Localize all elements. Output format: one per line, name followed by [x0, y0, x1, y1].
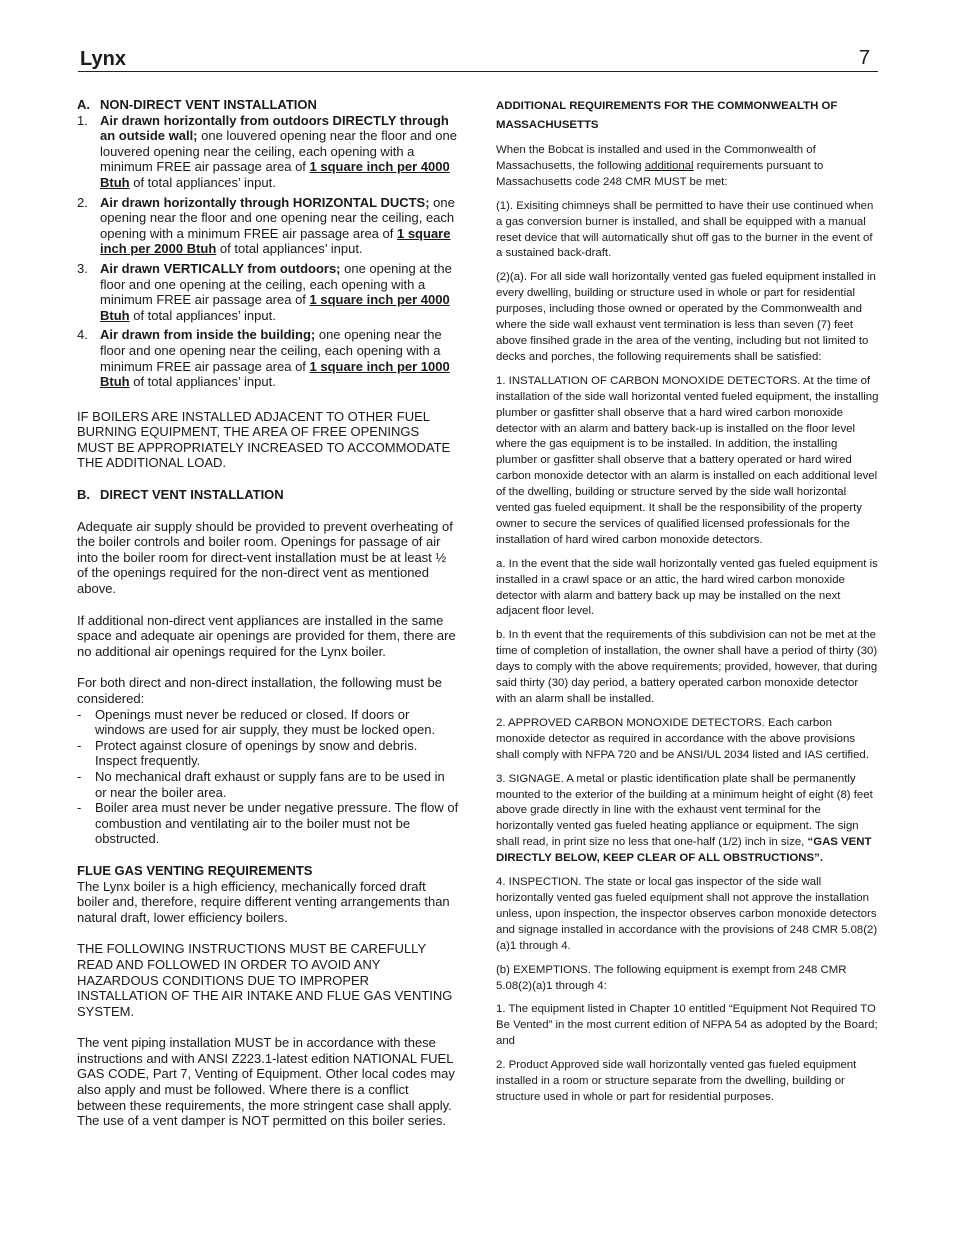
bullet-item: - Protect against closure of openings by snow and debris. Inspect frequently. [77, 737, 418, 769]
paragraph: a. In the event that the side wall horizontally vented gas fueled equipment is installed in a crawl space or an attic, the hard wired carbon monoxide detector with alarm and battery back up may be installed on the next adjacent floor level. [496, 557, 878, 618]
venting-warning: THE FOLLOWING INSTRUCTIONS MUST BE CAREFULLY READ AND FOLLOWED IN ORDER TO AVOID ANY HAZARDOUS CONDITIONS DUE TO IMPROPER INSTALLATION OF THE AIR INTAKE AND FLUE GAS VENTING SYSTEM. [77, 941, 453, 1019]
section-a-heading: A. NON-DIRECT VENT INSTALLATION [77, 97, 317, 112]
paragraph: 4. INSPECTION. The state or local gas inspector of the side wall horizontally vented gas fueled equipment shall not approve the installation unless, upon inspection, the inspector observes carbon monoxide detectors and signage installed in accordance with the provisions of 248 CMR 5.08(2)(a)1 through 4. [496, 876, 878, 952]
massachusetts-heading: ADDITIONAL REQUIREMENTS FOR THE COMMONWEALTH OF MASSACHUSETTS [496, 100, 838, 131]
paragraph: The Lynx boiler is a high efficiency, mechanically forced draft boiler and, therefore, require different venting arrangements than natural draft, lower efficiency boilers. [77, 878, 450, 925]
list-item: 2. Air drawn horizontally through HORIZONTAL DUCTS; one opening near the floor and one opening near the ceiling, each opening with a minimum FREE air passage area of 1 square inch per 2000 Btuh of total appliances’ input. [77, 194, 455, 257]
header-divider [78, 71, 878, 72]
paragraph: Adequate air supply should be provided to prevent overheating of the boiler controls and boiler room. Openings for passage of air into the boiler room for direct-vent installation must be at least ½ of the openings required for the non-direct vent as mentioned above. [77, 518, 453, 597]
paragraph: 1. INSTALLATION OF CARBON MONOXIDE DETECTORS. At the time of installation of the side wall horizontal vented fueled equipment, the installing plumber or gasfitter shall observe that a hard wired carbon monoxide detector with an alarm and battery back-up is installed on the floor level where the gas equipment is to be installed. In addition, the installing plumber or gasfitter shall observe that a battery operated or hard wired carbon monoxide detector with an alarm is installed on each additional level of the dwelling, building or structure served by the side wall horizontal vented gas fueled equipment. It shall be the responsibility of the property owner to secure the services of qualified licensed professionals for the installation of hard wired carbon monoxide detectors. [496, 374, 879, 546]
fuel-equipment-warning: IF BOILERS ARE INSTALLED ADJACENT TO OTHER FUEL BURNING EQUIPMENT, THE AREA OF FREE OPENINGS MUST BE APPROPRIATELY INCREASED TO ACCOMMODATE THE ADDITIONAL LOAD. [77, 408, 451, 471]
paragraph: The vent piping installation MUST be in accordance with these instructions and with ANSI Z223.1-latest edition NATIONAL FUEL GAS CODE, Part 7, Venting of Equipment. Other local codes may also apply and must be followed. Where there is a conflict between these requirements, the more stringent case shall apply. The use of a vent damper is NOT permitted on this boiler series. [77, 1035, 455, 1129]
paragraph: For both direct and non-direct installation, the following must be considered: [77, 675, 442, 706]
list-item: 4. Air drawn from inside the building; one opening near the floor and one opening near the ceiling, each opening with a minimum FREE air passage area of 1 square inch per 1000 Btuh of total appliances’ input. [77, 327, 450, 390]
section-b-heading: B. DIRECT VENT INSTALLATION [77, 487, 284, 503]
paragraph: (b) EXEMPTIONS. The following equipment is exempt from 248 CMR 5.08(2)(a)1 through 4: [496, 963, 847, 992]
bullet-item: - Boiler area must never be under negative pressure. The flow of combustion and ventilating air to the boiler must not be obstructed. [77, 800, 459, 847]
paragraph: b. In th event that the requirements of this subdivision can not be met at the time of completion of installation, the owner shall have a period of thirty (30) days to comply with the above requirements; provided, however, that during said thirty (30) day period, a battery operated carbon monoxide detector with an alarm shall be installed. [496, 629, 878, 705]
paragraph: If additional non-direct vent appliances are installed in the same space and adequate air openings are provided for them, there are no additional air openings required for the Lynx boiler. [77, 612, 456, 659]
left-column [77, 97, 459, 1129]
paragraph: 2. Product Approved side wall horizontally vented gas fueled equipment installed in a room or structure separate from the dwelling, building or structure used in whole or part for residential purposes. [496, 1059, 857, 1103]
paragraph: 2. APPROVED CARBON MONOXIDE DETECTORS. Each carbon monoxide detector as required in accordance with the above provisions shall comply with NFPA 720 and be ANSI/UL 2034 listed and IAS certified. [496, 716, 869, 761]
paragraph: (1). Exisiting chimneys shall be permitted to have their use continued when a gas conversion burner is installed, and shall be equipped with a manual reset device that will automatically shut off gas to the burner in the event of a sustained back-draft. [496, 199, 874, 260]
page-number: 7 [858, 47, 870, 69]
page-header-title: Lynx [80, 48, 126, 70]
paragraph: 3. SIGNAGE. A metal or plastic identification plate shall be permanently mounted to the exterior of the building at a minimum height of eight (8) feet above grade directly in line with the exhaust vent terminal for the horizontally vented gas fueled heating appliance or equipment. The sign shall read, in print size no less that one-half (1/2) inch in size, “GAS VENT DIRECTLY BELOW, KEEP CLEAR OF ALL OBSTRUCTIONS”. [496, 772, 873, 865]
paragraph: 1. The equipment listed in Chapter 10 entitled “Equipment Not Required TO Be Vented” in the most current edition of NFPA 54 as adopted by the Board; and [496, 1003, 878, 1048]
bullet-item: - Openings must never be reduced or closed. If doors or windows are used for air supply, they must be locked open. [77, 706, 436, 738]
right-column [496, 97, 880, 1106]
paragraph: When the Bobcat is installed and used in the Commonwealth of Massachusetts, the following additional requirements pursuant to Massachusetts code 248 CMR MUST be met: [496, 144, 824, 188]
flue-gas-heading: FLUE GAS VENTING REQUIREMENTS [77, 862, 313, 878]
list-item: 3. Air drawn VERTICALLY from outdoors; one opening at the floor and one opening at the ceiling, each opening with a minimum FREE air passage area of 1 square inch per 4000 Btuh of total appliances’ input. [77, 260, 452, 323]
bullet-item: - No mechanical draft exhaust or supply fans are to be used in or near the boiler area. [77, 768, 445, 800]
paragraph: (2)(a). For all side wall horizontally vented gas fueled equipment installed in every dwelling, building or structure used in whole or part for residential purposes, including those owned or operated by the Commonwealth and where the side wall exhaust vent termination is less than seven (7) feet above finsihed grade in the area of the venting, including but not limited to decks and porches, the following requirements shall be satisfied: [496, 271, 876, 363]
list-item: 1. Air drawn horizontally from outdoors DIRECTLY through an outside wall; one louvered opening near the floor and one louvered opening near the ceiling, each opening with a minimum FREE air passage area of 1 square inch per 4000 Btuh of total appliances’ input. [77, 112, 457, 190]
